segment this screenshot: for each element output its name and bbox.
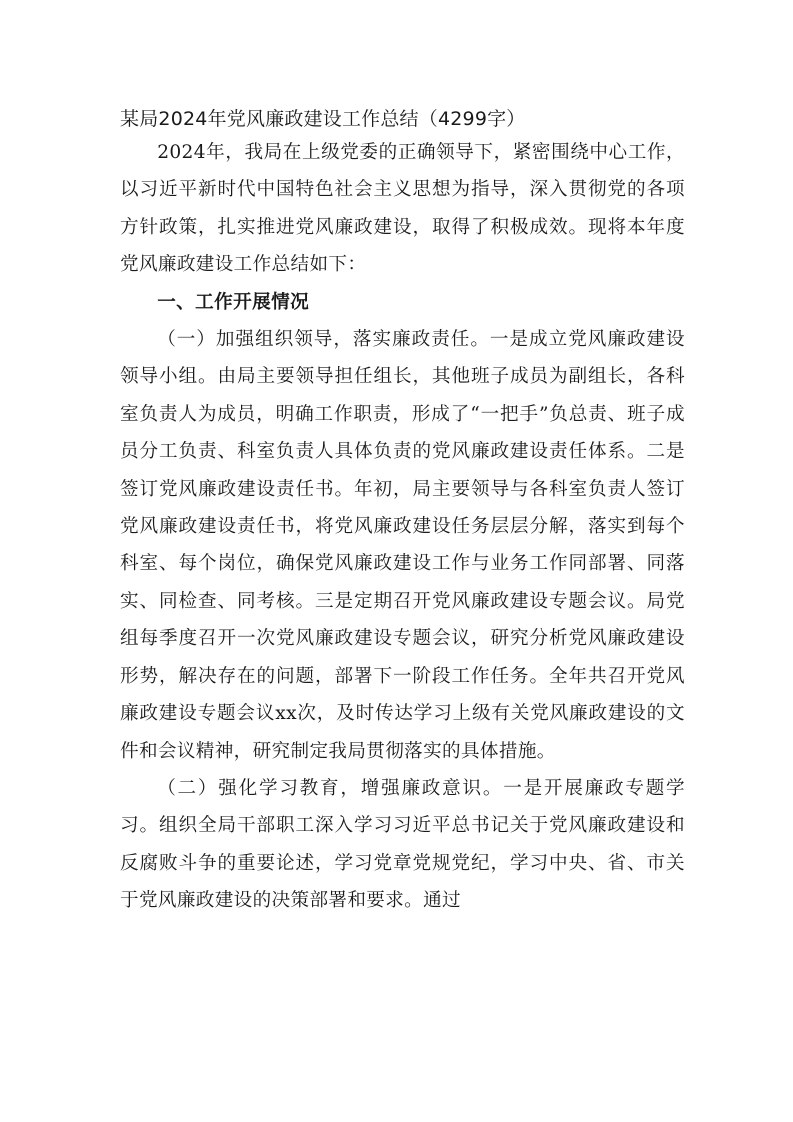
body-paragraph: （二）强化学习教育，增强廉政意识。一是开展廉政专题学习。组织全局干部职工深入学习习近平总书记关于党风廉政建设和反腐败斗争的重要论述，学习党章党规党纪，学习中央、省、市关于党风廉政建设的决策部署和要求。通过	[120, 777, 685, 912]
intro-paragraph: 2024年，我局在上级党委的正确领导下，紧密围绕中心工作，以习近平新时代中国特色社会主义思想为指导，深入贯彻党的各项方针政策，扎实推进党风廉政建设，取得了积极成效。现将本年度党风廉政建设工作总结如下：	[120, 142, 685, 276]
document-title: 某局2024年党风廉政建设工作总结（4299字）	[120, 108, 526, 130]
body-paragraph: （一）加强组织领导，落实廉政责任。一是成立党风廉政建设领导小组。由局主要领导担任组长，其他班子成员为副组长，各科室负责人为成员，明确工作职责，形成了“一把手”负总责、班子成员分工负责、科室负责人具体负责的党风廉政建设责任体系。二是签订党风廉政建设责任书。年初，局主要领导与各科室负责人签订党风廉政建设责任书，将党风廉政建设任务层层分解，落实到每个科室、每个岗位，确保党风廉政建设工作与业务工作同部署、同落实、同检查、同考核。三是定期召开党风廉政建设专题会议。局党组每季度召开一次党风廉政建设专题会议，研究分析党风廉政建设形势，解决存在的问题，部署下一阶段工作任务。全年共召开党风廉政建设专题会议xx次，及时传达学习上级有关党风廉政建设的文件和会议精神，研究制定我局贯彻落实的具体措施。	[120, 329, 685, 762]
document-body	[120, 104, 685, 920]
section-heading: 一、工作开展情况	[157, 291, 310, 313]
